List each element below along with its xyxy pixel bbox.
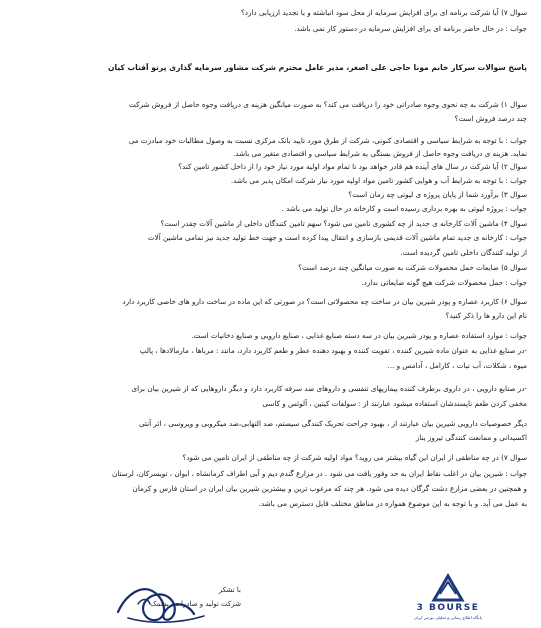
question-5-text: سوال ۵) ضایعات حمل محصولات شرکت به صورت میانگین چند درصد است؟ [298, 263, 527, 272]
question-1-line2: چند درصد فروش است؟ [454, 114, 527, 123]
handwritten-signature [108, 574, 268, 628]
answer-7-text: جواب : در حال حاضر برنامه ای برای افزایش سرمایه در دستور کار نمی باشد. [294, 24, 527, 33]
signature-thanks: با تشکر [218, 586, 241, 594]
question-2-text: سوال ۲) آیا شرکت در سال های آینده هم قادر خواهد بود تا تمام مواد اولیه مورد نیاز خود را از داخل کشور تامین کند؟ [178, 162, 527, 171]
answer-7b-line1: جواب : شیرین بیان در اغلب نقاط ایران به حد وفور یافت می شود . در مزارع گندم دیم و آبی اطراف کرمانشاه ، ایوان ، تویسرکان، لرستان [112, 469, 527, 478]
answer-6-line3: میوه ، شکلات، آب نبات ، کارامل ، آدامس و ... [387, 361, 527, 370]
answer-4-line1: جواب : کارخانه ی جدید تمام ماشین آلات قدیمی بازسازی و انتقال پیدا کرده است و جهت خط تولید جدید نیز تمامی ماشین آلات [147, 233, 527, 242]
question-3-text: سوال ۳) برآورد شما از پایان پروژه ی لیوتی چه زمان است؟ [348, 190, 527, 199]
answer-5-text: جواب : حمل محصولات شرکت هیچ گونه ضایعاتی ندارد. [361, 278, 527, 287]
answer-1-line2: نماید. هزینه ی دریافت وجوه حاصل از فروش بستگی به شرایط سیاسی و اقتصادی متغیر می باشد. [232, 149, 527, 158]
answer-7b-line3: به عمل می آید. و با توجه به این موضوع همواره در مناطق مختلف قابل دسترس می باشد. [258, 499, 527, 508]
answer-6-line4: -در صنایع دارویی ، در داروی برطرف کننده بیماریهای تنفسی و داروهای ضد سرفه کاربرد دارد و دیگر داروهایی که از شیرین بیان برای [131, 384, 527, 393]
answer-2-text: جواب : با توجه به شرایط آب و هوایی کشور تامین مواد اولیه مورد نیاز شرکت امکان پذیر می باشد. [230, 176, 527, 185]
question-7-text: سوال ۷) آیا شرکت برنامه ای برای افزایش سرمایه از محل سود انباشته و یا تجدید ارزیابی دارد؟ [240, 8, 527, 17]
bourse-logo-mark [398, 570, 498, 622]
question-7b-text: سوال ۷) در چه مناطقی از ایران این گیاه بیشتر می روید؟ مواد اولیه شرکت از چه مناطقی از ایران تامین می شود؟ [182, 453, 527, 462]
answer-6-line7: اکسیدانی و ممانعت کنندگی تیروز یناز [415, 433, 527, 442]
signature-company: شرکت تولید و صادرات ریشمک [150, 600, 241, 608]
answer-6-line2: -در صنایع غذایی به عنوان ماده شیرین کننده ، تقویت کننده و بهبود دهنده عطر و طعم کاربرد دارد، مانند : مرباها ، مارمالادها ، پالپ [139, 346, 527, 355]
answer-1-line1: جواب : با توجه به شرایط سیاسی و اقتصادی کنونی، شرکت از طرق مورد تایید بانک مرکزی نسبت به وصول مطالبات خود مبادرت می [128, 136, 527, 145]
question-1-line1: سوال ۱) شرکت به چه نحوی وجوه صادراتی خود را دریافت می کند؟ به صورت میانگین هزینه ی دریافت وجوه حاصل از فروش شرکت [129, 100, 527, 109]
question-4-text: سوال ۴) ماشین آلات کارخانه ی جدید از چه کشوری تامین می شود؟ سهم تامین کنندگان داخلی از ماشین آلات چقدر است؟ [160, 219, 527, 228]
question-6-line1: سوال ۶) کاربرد عصاره و پودر شیرین بیان در ساخت چه محصولاتی است؟ در صورتی که این ماده در ساخت دارو های خاصی کاربرد دارد [122, 297, 527, 306]
answer-6-line1: جواب : موارد استفاده عصاره و پودر شیرین بیان در سه دسته صنایع غذایی ، صنایع دارویی و صنایع دخانیات است. [191, 331, 527, 340]
svg-text:پایگاه اطلاع رسانی و تحلیلی بو: پایگاه اطلاع رسانی و تحلیلی بورس ایران [414, 615, 482, 620]
section-heading: پاسخ سوالات سرکار خانم مونا حاجی علی اصغر، مدیر عامل محترم شرکت مشاور سرمایه گذاری پرتو آفتاب کیان [107, 63, 527, 72]
svg-text:3 BOURSE: 3 BOURSE [416, 603, 480, 613]
bourse-logo [398, 570, 498, 622]
answer-6-line6: دیگر خصوصیات دارویی شیرین بیان عبارتند از ، بهبود جراحت تحریک کنندگی سیستم، ضد التهابی،ضد میکروبی و ویروسی ، اثر آنتی [138, 419, 527, 428]
answer-4-line2: از تولید کنندگان داخلی تامین گردیده است. [400, 248, 527, 257]
answer-7b-line2: و همچنین در بعضی مزارع دشت گرگان دیده می شود. هر چند که مرغوب ترین و بیشترین شیرین بیان ایران در استان فارس و کرمان [132, 484, 527, 493]
answer-6-line5: مخفی کردن طعم ناپسندشان استفاده میشود عبارتند از : سولفات کینین ، آلوئس و کاسی [262, 399, 527, 408]
question-6-line2: نام این دارو ها را ذکر کنید؟ [445, 311, 527, 320]
answer-3-text: جواب : پروژه لیوتی به بهره برداری رسیده است و کارخانه در حال تولید می باشد . [281, 204, 527, 213]
